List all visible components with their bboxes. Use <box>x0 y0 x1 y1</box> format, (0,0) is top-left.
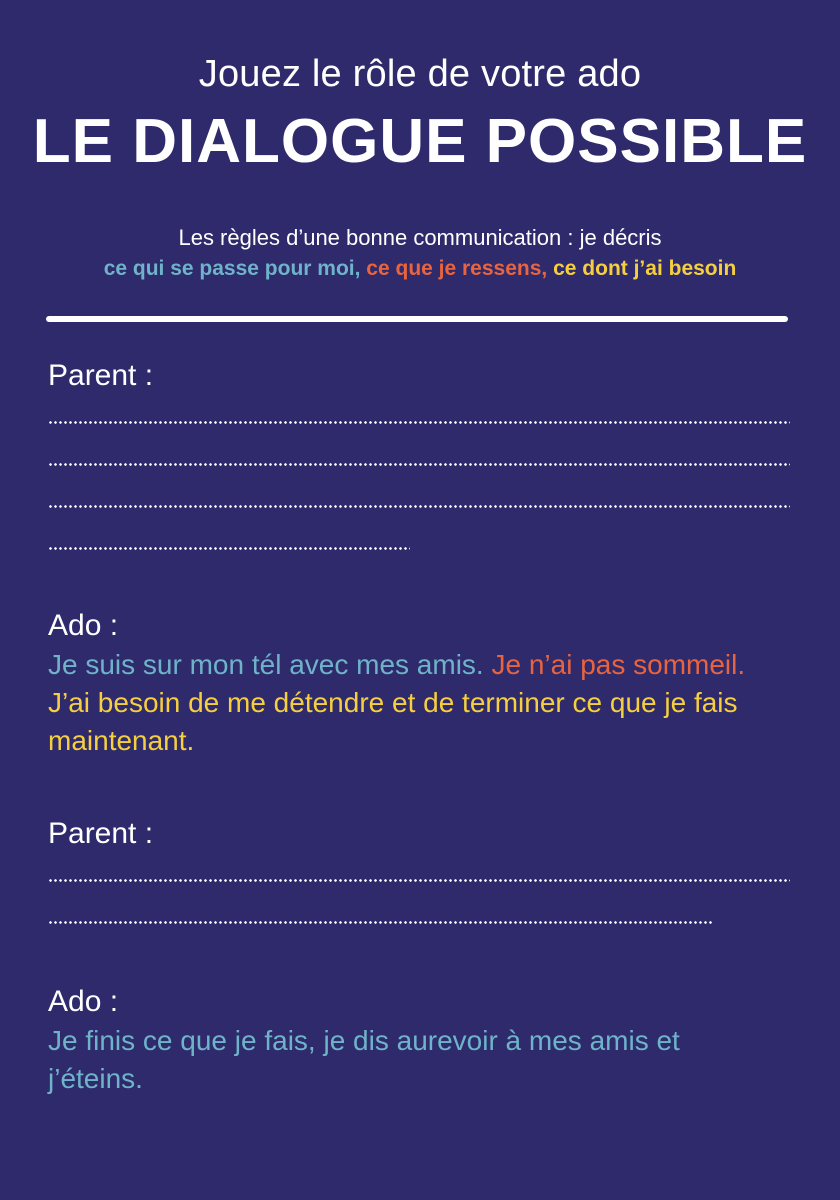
rules-intro: Les règles d’une bonne communication : je décris <box>178 225 662 250</box>
ado-turn-1 <box>48 606 793 760</box>
rule-situation: ce qui se passe pour moi, <box>103 257 361 280</box>
answer-line[interactable] <box>48 522 793 564</box>
rule-feeling: ce que je ressens, <box>366 257 548 280</box>
ado-need-text: J’ai besoin de me détendre et de terminer ce que je fais maintenant. <box>48 687 738 756</box>
answer-line[interactable] <box>48 896 793 938</box>
speaker-label-parent: Parent : <box>48 359 154 392</box>
ado-situation-text: Je suis sur mon tél avec mes amis. <box>48 649 484 680</box>
ado-response: Je finis ce que je fais, je dis aurevoir à mes amis et j’éteins. <box>48 1025 680 1094</box>
parent-turn-1 <box>48 356 793 564</box>
answer-line[interactable] <box>48 854 793 896</box>
ado-response <box>48 646 793 760</box>
answer-line[interactable] <box>48 438 793 480</box>
speaker-label-ado: Ado : <box>48 985 119 1018</box>
rules-keys <box>0 254 840 284</box>
page-title: LE DIALOGUE POSSIBLE <box>32 107 808 176</box>
answer-line[interactable] <box>48 396 793 438</box>
divider <box>46 316 788 322</box>
page-subtitle: Jouez le rôle de votre ado <box>198 53 642 95</box>
rule-need: ce dont j’ai besoin <box>553 257 737 280</box>
header <box>0 50 840 178</box>
parent-turn-2 <box>48 814 793 938</box>
speaker-label-parent: Parent : <box>48 817 154 850</box>
ado-turn-2 <box>48 982 708 1098</box>
ado-feeling-text: Je n’ai pas sommeil. <box>491 649 746 680</box>
answer-line[interactable] <box>48 480 793 522</box>
communication-rules <box>0 222 840 284</box>
speaker-label-ado: Ado : <box>48 609 119 642</box>
